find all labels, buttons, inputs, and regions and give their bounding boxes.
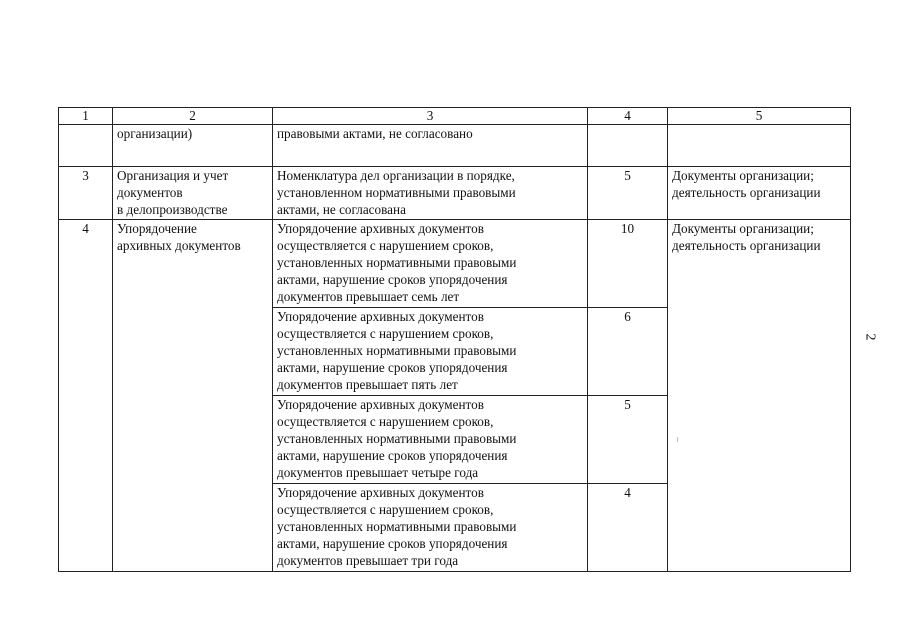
score-cell: 5 xyxy=(588,396,668,484)
requirements-table xyxy=(58,107,851,572)
score-cell: 5 xyxy=(588,167,668,220)
cell-line: документов превышает три года xyxy=(277,553,459,568)
score-cell xyxy=(588,125,668,167)
cell-line: Организация и учет xyxy=(117,168,229,183)
page-number: 2 xyxy=(862,333,878,341)
cell-line: осуществляется с нарушением сроков, xyxy=(277,414,494,429)
area-cell xyxy=(113,167,273,220)
header-col-5: 5 xyxy=(668,108,851,125)
cell-line: Упорядочение архивных документов xyxy=(277,221,484,236)
header-col-2: 2 xyxy=(113,108,273,125)
score-cell: 4 xyxy=(588,484,668,572)
score-cell: 6 xyxy=(588,308,668,396)
cell-line: правовыми актами, не согласовано xyxy=(277,126,473,141)
header-col-1: 1 xyxy=(59,108,113,125)
violation-cell xyxy=(273,125,588,167)
row-number-cell xyxy=(59,125,113,167)
cell-line: осуществляется с нарушением сроков, xyxy=(277,502,494,517)
cell-line: документов превышает четыре года xyxy=(277,465,479,480)
cell-line: установленных нормативными правовыми xyxy=(277,431,517,446)
cell-line: в делопроизводстве xyxy=(117,202,228,217)
header-col-4: 4 xyxy=(588,108,668,125)
source-cell xyxy=(668,220,851,572)
cell-line: установленных нормативными правовыми xyxy=(277,343,517,358)
cell-line: Документы организации; xyxy=(672,168,814,183)
row-number-cell: 3 xyxy=(59,167,113,220)
source-cell xyxy=(668,125,851,167)
cell-line: установленном нормативными правовыми xyxy=(277,185,516,200)
cell-line: актами, нарушение сроков упорядочения xyxy=(277,272,508,287)
area-cell xyxy=(113,125,273,167)
violation-cell xyxy=(273,396,588,484)
violation-cell xyxy=(273,167,588,220)
score-cell: 10 xyxy=(588,220,668,308)
cell-line: актами, нарушение сроков упорядочения xyxy=(277,360,508,375)
area-cell xyxy=(113,220,273,572)
header-row xyxy=(59,108,851,125)
cell-line: Номенклатура дел организации в порядке, xyxy=(277,168,515,183)
cell-line: актами, нарушение сроков упорядочения xyxy=(277,536,508,551)
violation-cell xyxy=(273,484,588,572)
source-cell xyxy=(668,167,851,220)
cell-line: Упорядочение архивных документов xyxy=(277,485,484,500)
cell-line: документов xyxy=(117,185,183,200)
cell-line: установленных нормативными правовыми xyxy=(277,519,517,534)
cell-line: актами, не согласована xyxy=(277,202,406,217)
table-row xyxy=(59,167,851,220)
cell-line: деятельность организации xyxy=(672,185,821,200)
cell-line: Документы организации; xyxy=(672,221,814,236)
cell-line: Упорядочение архивных документов xyxy=(277,309,484,324)
table-row xyxy=(59,220,851,308)
cell-line: осуществляется с нарушением сроков, xyxy=(277,326,494,341)
cell-line: Упорядочение xyxy=(117,221,197,236)
header-col-3: 3 xyxy=(273,108,588,125)
row-number-cell: 4 xyxy=(59,220,113,572)
cell-line: актами, нарушение сроков упорядочения xyxy=(277,448,508,463)
cell-line: архивных документов xyxy=(117,238,241,253)
cell-line: осуществляется с нарушением сроков, xyxy=(277,238,494,253)
violation-cell xyxy=(273,220,588,308)
cell-line: установленных нормативными правовыми xyxy=(277,255,517,270)
table-row xyxy=(59,125,851,167)
cell-line: Упорядочение архивных документов xyxy=(277,397,484,412)
scan-speck xyxy=(677,437,678,442)
violation-cell xyxy=(273,308,588,396)
cell-line: документов превышает пять лет xyxy=(277,377,458,392)
cell-line: организации) xyxy=(117,126,193,141)
cell-line: деятельность организации xyxy=(672,238,821,253)
cell-line: документов превышает семь лет xyxy=(277,289,460,304)
